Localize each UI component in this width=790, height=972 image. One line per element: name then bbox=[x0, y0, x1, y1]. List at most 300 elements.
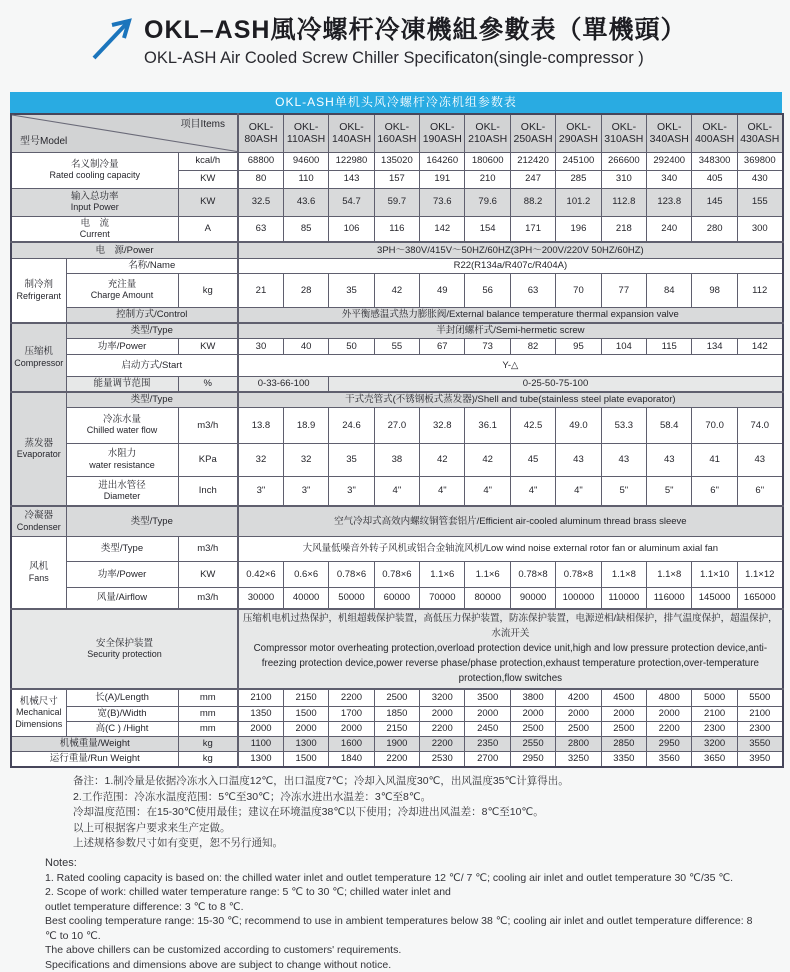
spec-value-cell: 88.2 bbox=[510, 188, 555, 216]
spec-value-cell: 100000 bbox=[556, 587, 601, 609]
spec-value-cell: 1.1×8 bbox=[647, 561, 692, 587]
group-label-compressor: 压缩机 Compressor bbox=[11, 323, 66, 392]
row-label-current: 电 流 Current bbox=[11, 216, 178, 242]
spec-value-cell: 348300 bbox=[692, 152, 737, 170]
spec-value-cell: 3950 bbox=[737, 751, 782, 767]
spec-value-cell: 2000 bbox=[329, 721, 374, 736]
spec-value-cell: 292400 bbox=[647, 152, 692, 170]
group-label-refrigerant: 制冷剂 Refrigerant bbox=[11, 258, 66, 323]
corner-cell bbox=[11, 114, 238, 152]
spec-value-cell: 80000 bbox=[465, 587, 510, 609]
spec-value-cell: 1.1×10 bbox=[692, 561, 737, 587]
spec-value-cell: 285 bbox=[556, 170, 601, 188]
spec-value-cell: 123.8 bbox=[647, 188, 692, 216]
spec-value-cell: 30 bbox=[238, 338, 283, 354]
table-row bbox=[11, 354, 783, 376]
spec-value-cell: 40000 bbox=[283, 587, 328, 609]
row-label-control: 控制方式/Control bbox=[66, 307, 238, 323]
group-label-condenser: 冷凝器 Condenser bbox=[11, 506, 66, 536]
spec-value-cell: 54.7 bbox=[329, 188, 374, 216]
group-label-dimensions: 机械尺寸 Mechanical Dimensions bbox=[11, 689, 66, 736]
table-row bbox=[11, 392, 783, 407]
spec-value-cell: 116000 bbox=[647, 587, 692, 609]
model-name: 210ASH bbox=[468, 133, 507, 145]
table-row bbox=[11, 152, 783, 170]
model-header-cell bbox=[601, 114, 646, 152]
spec-value-cell: 0.78×6 bbox=[329, 561, 374, 587]
spec-value-cell: 68800 bbox=[238, 152, 283, 170]
table-row bbox=[11, 307, 783, 323]
spec-value-cell: 212420 bbox=[510, 152, 555, 170]
spec-value-cell: 49.0 bbox=[556, 407, 601, 443]
spec-value-cell: 3200 bbox=[692, 736, 737, 751]
unit-cell: m3/h bbox=[178, 536, 238, 561]
spec-value-cell: 112 bbox=[737, 273, 782, 307]
spec-value-cell: 112.8 bbox=[601, 188, 646, 216]
row-label-airflow: 风量/Airflow bbox=[66, 587, 178, 609]
spec-value-cell: 1900 bbox=[374, 736, 419, 751]
spec-value-cell: 2300 bbox=[692, 721, 737, 736]
model-prefix: OKL- bbox=[475, 121, 500, 133]
spec-value-cell: 4" bbox=[465, 476, 510, 506]
spec-value-cell: 80 bbox=[238, 170, 283, 188]
spec-value-cell: 2200 bbox=[647, 721, 692, 736]
page-title-zh: OKL–ASH風冷螺杆冷凍機組參數表（單機頭） bbox=[144, 10, 686, 46]
table-row bbox=[11, 476, 783, 506]
spec-value-cell: 2500 bbox=[510, 721, 555, 736]
unit-cell: A bbox=[178, 216, 238, 242]
row-label-weight: 机械重量/Weight bbox=[11, 736, 178, 751]
spec-value-cell: 42 bbox=[420, 443, 465, 476]
model-header-cell bbox=[283, 114, 328, 152]
spec-value-cell: 266600 bbox=[601, 152, 646, 170]
model-prefix: OKL- bbox=[612, 121, 637, 133]
model-header-cell bbox=[737, 114, 782, 152]
spec-value-cell: 115 bbox=[647, 338, 692, 354]
spec-value-cell: 55 bbox=[374, 338, 419, 354]
spec-value-cell: 2000 bbox=[510, 706, 555, 721]
spec-value-cell: 300 bbox=[737, 216, 782, 242]
spec-value-cell: 42.5 bbox=[510, 407, 555, 443]
note-line-en: 2. Scope of work: chilled water temperature range: 5 ℃ to 30 ℃; chilled water inlet and bbox=[45, 885, 755, 900]
refrigerant-name-value: R22(R134a/R407c/R404A) bbox=[238, 258, 783, 273]
document-header bbox=[88, 10, 686, 68]
spec-value-cell: 405 bbox=[692, 170, 737, 188]
group-label-evaporator: 蒸发器 Evaporator bbox=[11, 392, 66, 506]
spec-value-cell: 142 bbox=[737, 338, 782, 354]
model-name: 290ASH bbox=[559, 133, 598, 145]
spec-value-cell: 43 bbox=[647, 443, 692, 476]
model-header-cell bbox=[420, 114, 465, 152]
spec-value-cell: 2200 bbox=[420, 736, 465, 751]
model-name: 140ASH bbox=[332, 133, 371, 145]
spec-value-cell: 4500 bbox=[601, 689, 646, 706]
row-label-evaporator-type: 类型/Type bbox=[66, 392, 238, 407]
spec-value-cell: 21 bbox=[238, 273, 283, 307]
spec-value-cell: 2850 bbox=[601, 736, 646, 751]
spec-value-cell: 73 bbox=[465, 338, 510, 354]
row-label-compressor-type: 类型/Type bbox=[66, 323, 238, 338]
notes-en-title: Notes: bbox=[45, 856, 755, 871]
row-label-fan-type: 类型/Type bbox=[66, 536, 178, 561]
spec-value-cell: 73.6 bbox=[420, 188, 465, 216]
spec-value-cell: 94600 bbox=[283, 152, 328, 170]
model-header-cell bbox=[510, 114, 555, 152]
spec-table bbox=[10, 113, 784, 768]
table-row bbox=[11, 443, 783, 476]
model-name: 400ASH bbox=[695, 133, 734, 145]
model-prefix: OKL- bbox=[521, 121, 546, 133]
spec-value-cell: 70 bbox=[556, 273, 601, 307]
row-label-power-supply: 电 源/Power bbox=[11, 242, 238, 258]
table-row bbox=[11, 706, 783, 721]
group-label-fans: 风机 Fans bbox=[11, 536, 66, 609]
spec-value-cell: 50 bbox=[329, 338, 374, 354]
condenser-type-value: 空气冷却式高效内螺纹铜管套铝片/Efficient air-cooled aluminum thread brass sleeve bbox=[238, 506, 783, 536]
spec-value-cell: 2200 bbox=[374, 751, 419, 767]
spec-value-cell: 1600 bbox=[329, 736, 374, 751]
spec-value-cell: 1100 bbox=[238, 736, 283, 751]
model-header-cell bbox=[647, 114, 692, 152]
spec-value-cell: 2000 bbox=[420, 706, 465, 721]
spec-value-cell: 122980 bbox=[329, 152, 374, 170]
spec-value-cell: 2500 bbox=[556, 721, 601, 736]
spec-value-cell: 43 bbox=[737, 443, 782, 476]
note-line-zh: 上述规格参数尺寸如有变更，恕不另行通知。 bbox=[45, 836, 755, 852]
spec-value-cell: 43 bbox=[556, 443, 601, 476]
model-name: 250ASH bbox=[514, 133, 553, 145]
spec-value-cell: 154 bbox=[465, 216, 510, 242]
spec-value-cell: 4" bbox=[510, 476, 555, 506]
spec-value-cell: 2550 bbox=[510, 736, 555, 751]
row-label-compressor-power: 功率/Power bbox=[66, 338, 178, 354]
table-row bbox=[11, 587, 783, 609]
row-label-energy-range: 能量调节范围 bbox=[66, 376, 178, 392]
spec-value-cell: 70000 bbox=[420, 587, 465, 609]
row-label-length: 长(A)/Length bbox=[66, 689, 178, 706]
spec-value-cell: 157 bbox=[374, 170, 419, 188]
model-header-cell bbox=[556, 114, 601, 152]
spec-value-cell: 135020 bbox=[374, 152, 419, 170]
spec-value-cell: 60000 bbox=[374, 587, 419, 609]
spec-value-cell: 2000 bbox=[238, 721, 283, 736]
spec-value-cell: 2150 bbox=[283, 689, 328, 706]
table-row bbox=[11, 338, 783, 354]
model-label: 型号Model bbox=[20, 136, 67, 148]
spec-value-cell: 2450 bbox=[465, 721, 510, 736]
spec-value-cell: 32 bbox=[238, 443, 283, 476]
notes-section bbox=[45, 774, 755, 972]
spec-value-cell: 110 bbox=[283, 170, 328, 188]
spec-value-cell: 143 bbox=[329, 170, 374, 188]
spec-value-cell: 4200 bbox=[556, 689, 601, 706]
spec-value-cell: 28 bbox=[283, 273, 328, 307]
spec-value-cell: 2100 bbox=[737, 706, 782, 721]
row-label-input-power: 输入总功率 Input Power bbox=[11, 188, 178, 216]
spec-value-cell: 40 bbox=[283, 338, 328, 354]
row-label-chilled-water-flow: 冷冻水量 Chilled water flow bbox=[66, 407, 178, 443]
spec-value-cell: 82 bbox=[510, 338, 555, 354]
spec-value-cell: 196 bbox=[556, 216, 601, 242]
spec-value-cell: 2000 bbox=[601, 706, 646, 721]
unit-cell: kg bbox=[178, 751, 238, 767]
spec-value-cell: 0.78×8 bbox=[556, 561, 601, 587]
spec-value-cell: 134 bbox=[692, 338, 737, 354]
unit-cell: m3/h bbox=[178, 407, 238, 443]
spec-value-cell: 6" bbox=[737, 476, 782, 506]
spec-value-cell: 3550 bbox=[737, 736, 782, 751]
spec-value-cell: 27.0 bbox=[374, 407, 419, 443]
spec-value-cell: 13.8 bbox=[238, 407, 283, 443]
spec-value-cell: 2500 bbox=[601, 721, 646, 736]
spec-value-cell: 3" bbox=[329, 476, 374, 506]
spec-value-cell: 155 bbox=[737, 188, 782, 216]
spec-value-cell: 2150 bbox=[374, 721, 419, 736]
model-name: 430ASH bbox=[740, 133, 779, 145]
spec-value-cell: 67 bbox=[420, 338, 465, 354]
spec-value-cell: 32 bbox=[283, 443, 328, 476]
spec-value-cell: 2000 bbox=[556, 706, 601, 721]
spec-value-cell: 35 bbox=[329, 443, 374, 476]
spec-value-cell: 210 bbox=[465, 170, 510, 188]
spec-value-cell: 2700 bbox=[465, 751, 510, 767]
spec-value-cell: 41 bbox=[692, 443, 737, 476]
spec-value-cell: 142 bbox=[420, 216, 465, 242]
spec-value-cell: 58.4 bbox=[647, 407, 692, 443]
spec-value-cell: 53.3 bbox=[601, 407, 646, 443]
note-line-zh: 备注：1.制冷量是依据冷冻水入口温度12℃，出口温度7℃；冷却入风温度30℃，出风温度35℃计算得出。 bbox=[45, 774, 755, 790]
security-text bbox=[238, 609, 783, 689]
model-prefix: OKL- bbox=[430, 121, 455, 133]
unit-cell: KPa bbox=[178, 443, 238, 476]
spec-value-cell: 145 bbox=[692, 188, 737, 216]
spec-value-cell: 3" bbox=[283, 476, 328, 506]
spec-value-cell: 24.6 bbox=[329, 407, 374, 443]
spec-value-cell: 38 bbox=[374, 443, 419, 476]
table-row bbox=[11, 188, 783, 216]
model-name: 190ASH bbox=[423, 133, 462, 145]
spec-value-cell: 2500 bbox=[374, 689, 419, 706]
spec-value-cell: 85 bbox=[283, 216, 328, 242]
note-line-zh: 2.工作范围：冷冻水温度范围：5℃至30℃；冷冻水进出水温差：3℃至8℃。 bbox=[45, 790, 755, 806]
model-name: 110ASH bbox=[287, 133, 325, 145]
model-name: 80ASH bbox=[244, 133, 277, 145]
spec-value-cell: 30000 bbox=[238, 587, 283, 609]
spec-value-cell: 1700 bbox=[329, 706, 374, 721]
start-value: Y-△ bbox=[238, 354, 783, 376]
table-row bbox=[11, 561, 783, 587]
spec-value-cell: 1500 bbox=[283, 706, 328, 721]
spec-value-cell: 95 bbox=[556, 338, 601, 354]
table-row bbox=[11, 407, 783, 443]
spec-value-cell: 0.6×6 bbox=[283, 561, 328, 587]
spec-value-cell: 1500 bbox=[283, 751, 328, 767]
row-label-refrigerant-name: 名称/Name bbox=[66, 258, 238, 273]
spec-value-cell: 101.2 bbox=[556, 188, 601, 216]
row-label-start: 启动方式/Start bbox=[66, 354, 238, 376]
spec-value-cell: 18.9 bbox=[283, 407, 328, 443]
table-row bbox=[11, 242, 783, 258]
model-header-cell bbox=[692, 114, 737, 152]
spec-value-cell: 2200 bbox=[329, 689, 374, 706]
spec-value-cell: 218 bbox=[601, 216, 646, 242]
note-line-en: 1. Rated cooling capacity is based on: the chilled water inlet and outlet temperature 12 ℃/ 7 ℃; cooling air inlet and outlet temperature 30 ℃/35 ℃. bbox=[45, 871, 755, 886]
spec-value-cell: 49 bbox=[420, 273, 465, 307]
spec-value-cell: 1300 bbox=[238, 751, 283, 767]
spec-value-cell: 3200 bbox=[420, 689, 465, 706]
note-line-en: The above chillers can be customized according to customers' requirements. bbox=[45, 943, 755, 958]
spec-value-cell: 79.6 bbox=[465, 188, 510, 216]
spec-value-cell: 98 bbox=[692, 273, 737, 307]
model-prefix: OKL- bbox=[294, 121, 319, 133]
spec-value-cell: 4800 bbox=[647, 689, 692, 706]
row-label-run-weight: 运行重量/Run Weight bbox=[11, 751, 178, 767]
spec-value-cell: 116 bbox=[374, 216, 419, 242]
spec-value-cell: 43.6 bbox=[283, 188, 328, 216]
spec-value-cell: 165000 bbox=[737, 587, 782, 609]
spec-value-cell: 0.42×6 bbox=[238, 561, 283, 587]
spec-value-cell: 5500 bbox=[737, 689, 782, 706]
table-row bbox=[11, 273, 783, 307]
note-line-en: Specifications and dimensions above are subject to change without notice. bbox=[45, 958, 755, 972]
spec-value-cell: 2000 bbox=[647, 706, 692, 721]
spec-value-cell: 45 bbox=[510, 443, 555, 476]
spec-value-cell: 2100 bbox=[692, 706, 737, 721]
model-header-cell bbox=[238, 114, 283, 152]
spec-value-cell: 63 bbox=[510, 273, 555, 307]
spec-value-cell: 50000 bbox=[329, 587, 374, 609]
control-value: 外平衡感温式热力膨胀阀/External balance temperature thermal expansion valve bbox=[238, 307, 783, 323]
spec-value-cell: 2000 bbox=[465, 706, 510, 721]
spec-value-cell: 77 bbox=[601, 273, 646, 307]
unit-cell: KW bbox=[178, 561, 238, 587]
spec-value-cell: 1350 bbox=[238, 706, 283, 721]
table-row bbox=[11, 736, 783, 751]
spec-value-cell: 59.7 bbox=[374, 188, 419, 216]
spec-value-cell: 90000 bbox=[510, 587, 555, 609]
spec-value-cell: 35 bbox=[329, 273, 374, 307]
spec-value-cell: 2950 bbox=[510, 751, 555, 767]
spec-value-cell: 42 bbox=[374, 273, 419, 307]
fan-type-value: 大风量低噪音外转子风机或铝合金轴流风机/Low wind noise external rotor fan or aluminum axial fan bbox=[238, 536, 783, 561]
table-row bbox=[11, 689, 783, 706]
spec-value-cell: 1.1×12 bbox=[737, 561, 782, 587]
unit-cell: % bbox=[178, 376, 238, 392]
note-line-zh: 以上可根据客户要求来生产定做。 bbox=[45, 821, 755, 837]
security-text-zh: 压缩机电机过热保护，机组超载保护装置，高低压力保护装置，防冻保护装置，电源逆相/缺相保护，排气温度保护，超温保护，水流开关 bbox=[240, 612, 781, 641]
spec-value-cell: 2530 bbox=[420, 751, 465, 767]
spec-value-cell: 32.8 bbox=[420, 407, 465, 443]
spec-value-cell: 84 bbox=[647, 273, 692, 307]
spec-value-cell: 430 bbox=[737, 170, 782, 188]
compressor-type-value: 半封闭螺杆式/Semi-hermetic screw bbox=[238, 323, 783, 338]
model-name: 310ASH bbox=[604, 133, 643, 145]
row-label-security: 安全保护装置 Security protection bbox=[11, 609, 238, 689]
spec-value-cell: 4" bbox=[556, 476, 601, 506]
model-prefix: OKL- bbox=[385, 121, 410, 133]
notes-zh bbox=[45, 774, 755, 852]
spec-value-cell: 171 bbox=[510, 216, 555, 242]
items-label: 项目Items bbox=[181, 119, 225, 131]
spec-value-cell: 104 bbox=[601, 338, 646, 354]
spec-value-cell: 2350 bbox=[465, 736, 510, 751]
unit-cell: m3/h bbox=[178, 587, 238, 609]
model-prefix: OKL- bbox=[748, 121, 773, 133]
spec-value-cell: 3560 bbox=[647, 751, 692, 767]
model-prefix: OKL- bbox=[702, 121, 727, 133]
table-row bbox=[11, 609, 783, 689]
model-header-cell bbox=[329, 114, 374, 152]
spec-value-cell: 3" bbox=[238, 476, 283, 506]
power-supply-value: 3PH～380V/415V～50HZ/60HZ(3PH～200V/220V 50HZ/60HZ) bbox=[238, 242, 783, 258]
spec-value-cell: 3800 bbox=[510, 689, 555, 706]
unit-cell: kg bbox=[178, 736, 238, 751]
note-line-zh: 冷却温度范围：在15-30℃使用最佳；建议在环境温度38℃以下使用；冷却进出风温差：8℃至10℃。 bbox=[45, 805, 755, 821]
spec-value-cell: 240 bbox=[647, 216, 692, 242]
model-prefix: OKL- bbox=[249, 121, 274, 133]
spec-value-cell: 70.0 bbox=[692, 407, 737, 443]
table-row bbox=[11, 323, 783, 338]
unit-cell: kcal/h bbox=[178, 152, 238, 170]
spec-value-cell: 4" bbox=[374, 476, 419, 506]
energy-range-b: 0-25-50-75-100 bbox=[329, 376, 783, 392]
note-line-en: Best cooling temperature range: 15-30 ℃; recommend to use in ambient temperatures below 38 ℃; cooling air inlet and outlet temperature difference: 8 ℃ to 10 ℃. bbox=[45, 914, 755, 943]
spec-value-cell: 247 bbox=[510, 170, 555, 188]
spec-value-cell: 2300 bbox=[737, 721, 782, 736]
spec-value-cell: 42 bbox=[465, 443, 510, 476]
spec-value-cell: 63 bbox=[238, 216, 283, 242]
spec-value-cell: 74.0 bbox=[737, 407, 782, 443]
table-row bbox=[11, 376, 783, 392]
spec-value-cell: 3250 bbox=[556, 751, 601, 767]
spec-value-cell: 1840 bbox=[329, 751, 374, 767]
spec-value-cell: 32.5 bbox=[238, 188, 283, 216]
spec-value-cell: 164260 bbox=[420, 152, 465, 170]
table-row bbox=[11, 536, 783, 561]
spec-value-cell: 3500 bbox=[465, 689, 510, 706]
spec-value-cell: 1.1×6 bbox=[465, 561, 510, 587]
unit-cell: KW bbox=[178, 188, 238, 216]
table-row bbox=[11, 751, 783, 767]
model-header-cell bbox=[465, 114, 510, 152]
spec-value-cell: 280 bbox=[692, 216, 737, 242]
spec-value-cell: 310 bbox=[601, 170, 646, 188]
model-prefix: OKL- bbox=[339, 121, 364, 133]
spec-value-cell: 369800 bbox=[737, 152, 782, 170]
unit-cell: mm bbox=[178, 721, 238, 736]
spec-value-cell: 1.1×6 bbox=[420, 561, 465, 587]
model-name: 340ASH bbox=[650, 133, 689, 145]
spec-value-cell: 5" bbox=[647, 476, 692, 506]
spec-value-cell: 340 bbox=[647, 170, 692, 188]
spec-value-cell: 6" bbox=[692, 476, 737, 506]
table-row bbox=[11, 506, 783, 536]
spec-value-cell: 245100 bbox=[556, 152, 601, 170]
spec-value-cell: 5000 bbox=[692, 689, 737, 706]
spec-value-cell: 1300 bbox=[283, 736, 328, 751]
spec-value-cell: 43 bbox=[601, 443, 646, 476]
table-banner: OKL-ASH单机头风冷螺杆冷冻机组参数表 bbox=[10, 92, 782, 113]
unit-cell: mm bbox=[178, 706, 238, 721]
row-label-cooling: 名义制冷量 Rated cooling capacity bbox=[11, 152, 178, 188]
arrow-logo-icon bbox=[88, 14, 136, 62]
row-label-water-resistance: 水阻力 water resistance bbox=[66, 443, 178, 476]
unit-cell: Inch bbox=[178, 476, 238, 506]
spec-value-cell: 2800 bbox=[556, 736, 601, 751]
spec-value-cell: 5" bbox=[601, 476, 646, 506]
table-row bbox=[11, 258, 783, 273]
row-label-height: 高(C ) /Hight bbox=[66, 721, 178, 736]
